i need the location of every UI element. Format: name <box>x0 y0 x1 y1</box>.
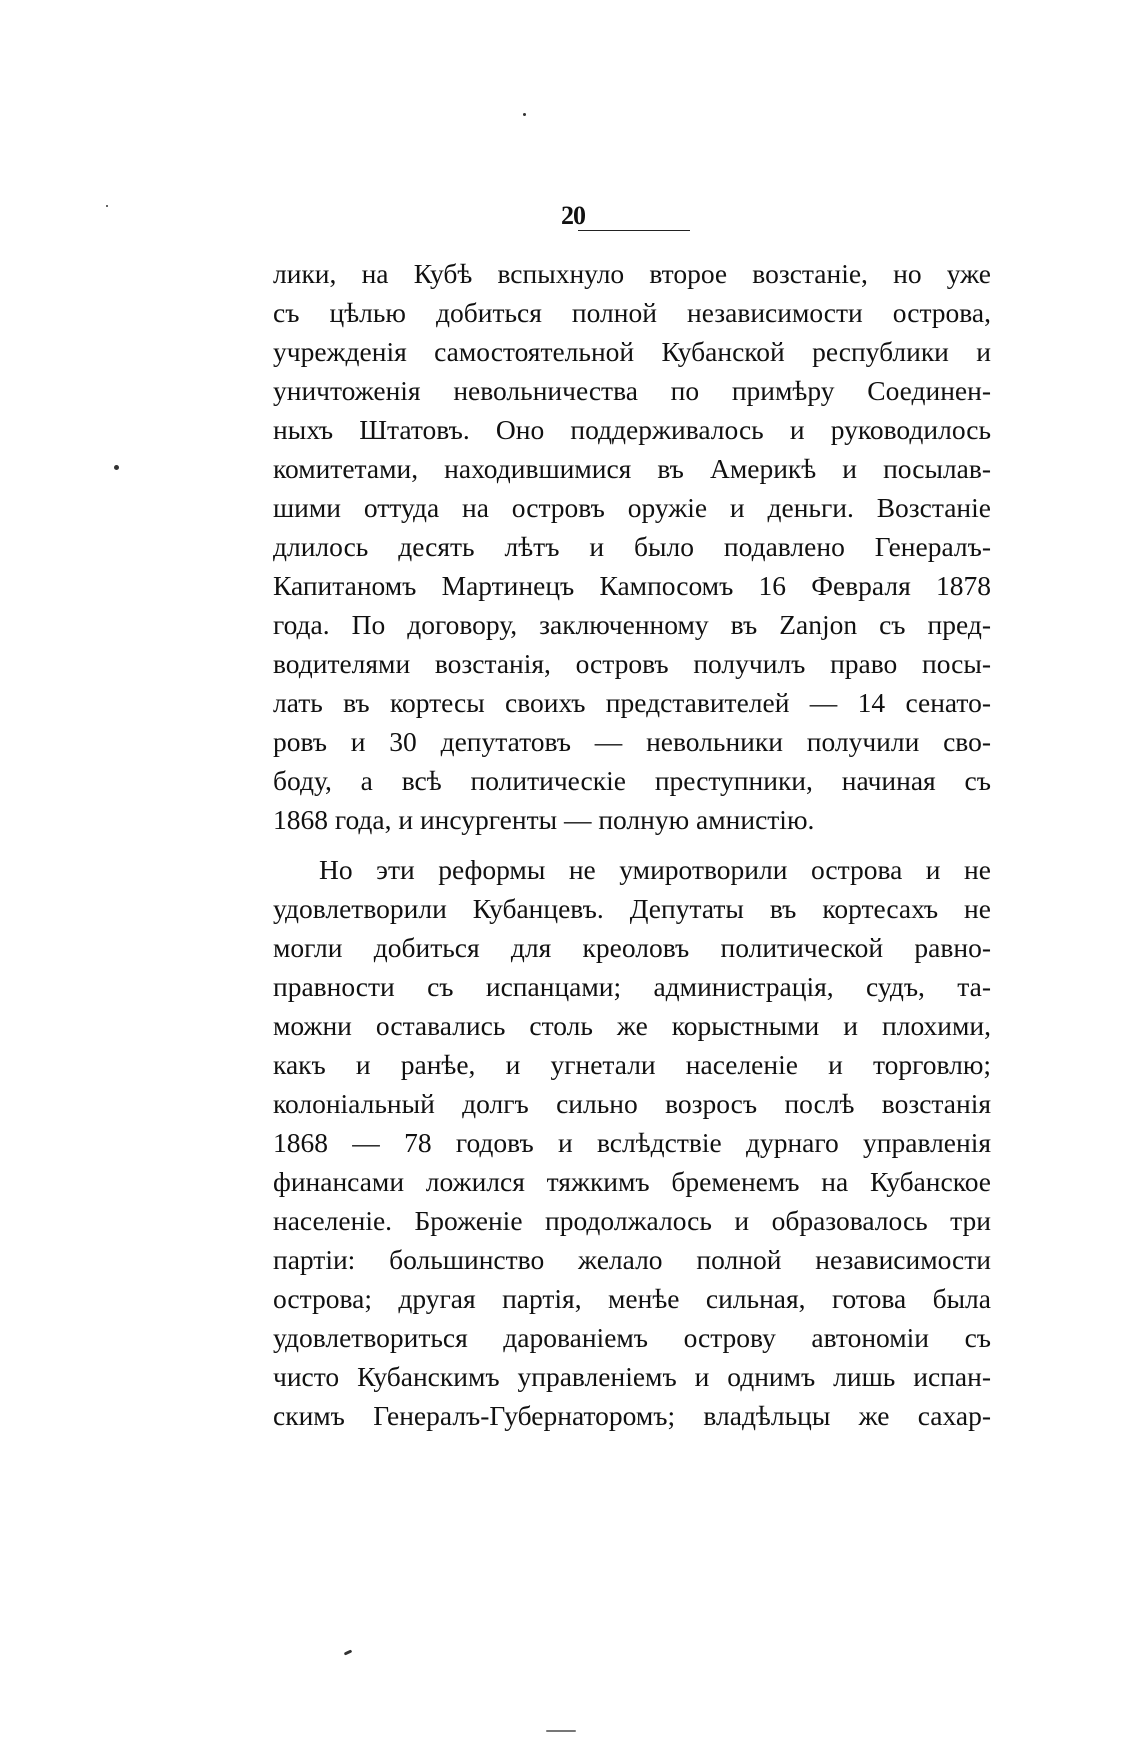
text-line: комитетами, находившимися въ Америкѣ и посылав- <box>273 453 991 484</box>
paragraph-1 <box>273 254 991 839</box>
text-line: острова; другая партія, менѣе сильная, готова была <box>273 1283 991 1314</box>
text-line: можни оставались столь же корыстными и плохими, <box>273 1010 991 1041</box>
scan-speck <box>114 465 119 470</box>
scan-speck <box>546 1730 576 1732</box>
text-line: 1868 — 78 годовъ и вслѣдствіе дурнаго управленія <box>273 1127 991 1158</box>
text-line: чисто Кубанскимъ управленіемъ и однимъ лишь испан- <box>273 1361 991 1392</box>
text-line: удовлетвориться дарованіемъ острову автономіи съ <box>273 1322 991 1353</box>
text-line: водителями возстанія, островъ получилъ право посы- <box>273 648 991 679</box>
page-number-rule <box>578 230 690 231</box>
page-number: 20 <box>561 201 585 230</box>
scan-speck <box>106 205 108 207</box>
text-line: партіи: большинство желало полной независимости <box>273 1244 991 1275</box>
text-line: 1868 года, и инсургенты — полную амнистію. <box>273 804 815 835</box>
paragraph-2 <box>273 850 991 1435</box>
text-line: съ цѣлью добиться полной независимости острова, <box>273 297 991 328</box>
scan-speck <box>523 113 526 116</box>
text-line: могли добиться для креоловъ политической равно- <box>273 932 991 963</box>
text-line: колоніальный долгъ сильно возросъ послѣ возстанія <box>273 1088 991 1119</box>
text-line: лать въ кортесы своихъ представителей — 14 сенато- <box>273 687 991 718</box>
text-line: Но эти реформы не умиротворили острова и не <box>319 854 991 885</box>
text-line: скимъ Генералъ-Губернаторомъ; владѣльцы же сахар- <box>273 1400 991 1431</box>
body-text <box>273 254 991 1435</box>
text-line: шими оттуда на островъ оружіе и деньги. Возстаніе <box>273 492 991 523</box>
text-line: лики, на Кубѣ вспыхнуло второе возстаніе, но уже <box>273 258 991 289</box>
text-line: удовлетворили Кубанцевъ. Депутаты въ кортесахъ не <box>273 893 991 924</box>
text-line: длилось десять лѣтъ и было подавлено Генералъ- <box>273 531 991 562</box>
text-line: уничтоженія невольничества по примѣру Соединен- <box>273 375 991 406</box>
text-line: финансами ложился тяжкимъ бременемъ на Кубанское <box>273 1166 991 1197</box>
text-line: ныхъ Штатовъ. Оно поддерживалось и руководилось <box>273 414 991 445</box>
text-line: года. По договору, заключенному въ Zanjon съ пред- <box>273 609 991 640</box>
text-line: какъ и ранѣе, и угнетали населеніе и торговлю; <box>273 1049 991 1080</box>
text-line: населеніе. Броженіе продолжалось и образовалось три <box>273 1205 991 1236</box>
paragraph-gap <box>273 839 991 850</box>
text-line: ровъ и 30 депутатовъ — невольники получили сво- <box>273 726 991 757</box>
text-line: Капитаномъ Мартинецъ Кампосомъ 16 Февраля 1878 <box>273 570 991 601</box>
text-line: боду, а всѣ политическіе преступники, начиная съ <box>273 765 991 796</box>
text-line: правности съ испанцами; администрація, судъ, та- <box>273 971 991 1002</box>
scan-speck <box>344 1649 353 1655</box>
text-line: учрежденія самостоятельной Кубанской республики и <box>273 336 991 367</box>
